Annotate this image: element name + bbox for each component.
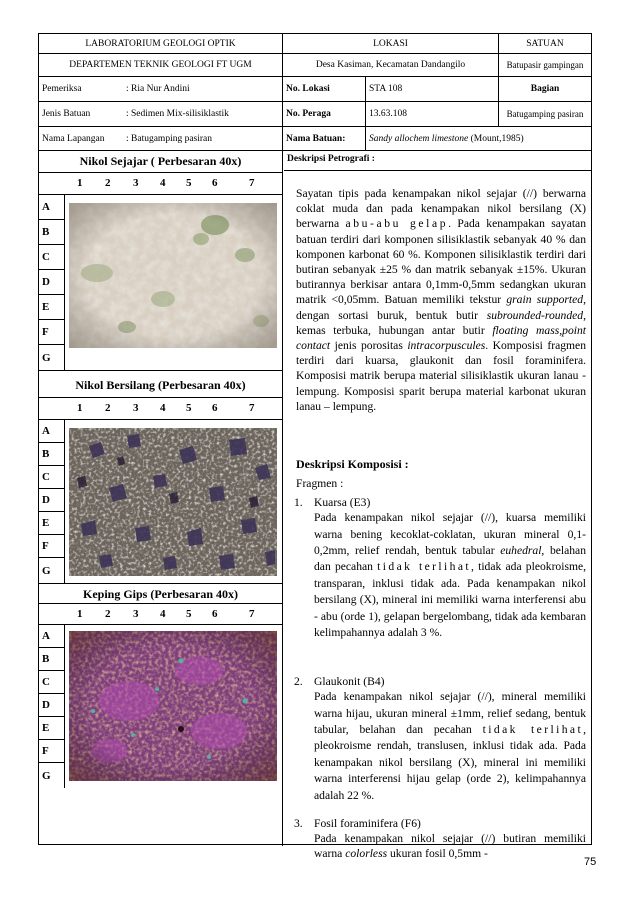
jenis-batuan-field	[39, 102, 283, 126]
header-row-1	[39, 34, 591, 54]
lokasi-value: Desa Kasiman, Kecamatan Dandangilo	[283, 54, 499, 76]
grid-col-1: 1	[77, 608, 83, 620]
nama-batuan-italic: Sandy allochem limestone	[369, 133, 469, 144]
grid-col-4: 4	[160, 608, 166, 620]
no-lokasi-label: No. Lokasi	[283, 77, 366, 101]
no-peraga-label: No. Peraga	[283, 102, 366, 126]
composition-item-kuarsa	[294, 495, 586, 641]
grid-row-d: D	[39, 270, 65, 295]
grid-row-a: A	[39, 195, 65, 220]
item-text: Pada kenampakan nikol sejajar (//) butiran memiliki warna colorless ukuran fosil 0,5mm -	[314, 832, 586, 861]
grid-row-c: C	[39, 671, 65, 694]
grid-row-b: B	[39, 443, 65, 466]
nama-lapangan-label: Nama Lapangan	[42, 133, 105, 144]
grid-row-c: C	[39, 245, 65, 270]
nama-batuan-value	[366, 127, 591, 150]
pemeriksa-field	[39, 77, 283, 101]
nama-lapangan-value: : Batugamping pasiran	[126, 133, 213, 144]
grid-row-c: C	[39, 466, 65, 489]
petrography-heading: Deskripsi Petrografi :	[284, 151, 592, 171]
grid-column-header	[39, 604, 282, 625]
grid-row-e: E	[39, 512, 65, 535]
header-row-5	[39, 127, 591, 151]
nama-lapangan-field	[39, 127, 283, 150]
bagian-label: Bagian	[530, 84, 560, 94]
item-title: Fosil foraminifera (F6)	[314, 817, 421, 830]
composition-heading: Deskripsi Komposisi :	[296, 457, 409, 471]
no-lokasi-value: STA 108	[366, 77, 499, 101]
page-number: 75	[584, 856, 597, 868]
pemeriksa-value: : Ria Nur Andini	[126, 84, 190, 94]
grid-col-2: 2	[105, 608, 111, 620]
panel-title-nikol-sejajar: Nikol Sejajar ( Perbesaran 40x)	[39, 151, 282, 173]
grid-row-a: A	[39, 420, 65, 443]
grid-col-7: 7	[249, 608, 255, 620]
grid-row-f: F	[39, 535, 65, 558]
header-row-4	[39, 102, 591, 127]
satuan-value: Batupasir gampingan	[506, 60, 584, 70]
grid-col-4: 4	[160, 177, 166, 189]
grid-col-3: 3	[133, 177, 139, 189]
grid-col-5: 5	[186, 608, 192, 620]
grid-row-g: G	[42, 769, 51, 782]
nama-batuan-label: Nama Batuan:	[283, 127, 366, 150]
grid-row-labels	[39, 420, 65, 583]
photomicrograph-gypsum-plate	[69, 631, 277, 781]
jenis-batuan-value: : Sedimen Mix-silisiklastik	[126, 109, 229, 119]
grid-col-4: 4	[160, 402, 166, 414]
photomicrograph-parallel-nicols	[69, 203, 277, 348]
grid-col-5: 5	[186, 402, 192, 414]
item-title: Glaukonit (B4)	[314, 675, 385, 688]
grid-col-6: 6	[212, 177, 218, 189]
fragmen-label: Fragmen :	[296, 477, 344, 490]
panel-title-keping-gips: Keping Gips (Perbesaran 40x)	[39, 583, 282, 604]
grid-row-e: E	[39, 295, 65, 320]
grid-col-7: 7	[249, 177, 255, 189]
grid-row-b: B	[39, 220, 65, 245]
grid-col-1: 1	[77, 177, 83, 189]
jenis-batuan-label: Jenis Batuan	[42, 109, 91, 119]
grid-col-6: 6	[212, 608, 218, 620]
description-column	[284, 151, 592, 861]
grid-col-1: 1	[77, 402, 83, 414]
panel-grid-nikol-sejajar	[39, 173, 282, 370]
panel-grid-keping-gips	[39, 604, 282, 788]
grid-row-d: D	[39, 694, 65, 717]
item-text: Pada kenampakan nikol sejajar (//), mineral memiliki warna hijau, ukuran mineral ±1mm, relief sedang, bentuk tabular, belahan dan pecahan tidak terlihat, pleokroisme rendah, translusen, inklusi tidak ada. Pada kenampakan nikol bersilang (X), mineral ini memiliki warna interferensi hijau gelap (orde 2), kelimpahannya adalah 22 %.	[314, 690, 586, 802]
nama-batuan-ref: (Mount,1985)	[470, 133, 524, 144]
grid-col-7: 7	[249, 402, 255, 414]
grid-row-a: A	[39, 625, 65, 648]
bagian-value: Batugamping pasiran	[506, 109, 584, 119]
item-number: 3.	[294, 817, 303, 830]
grid-col-2: 2	[105, 177, 111, 189]
grid-col-6: 6	[212, 402, 218, 414]
grid-column-header	[39, 173, 282, 195]
grid-row-e: E	[39, 717, 65, 740]
panel-title-nikol-bersilang: Nikol Bersilang (Perbesaran 40x)	[39, 370, 282, 398]
header-row-2	[39, 54, 591, 77]
petrography-description: Sayatan tipis pada kenampakan nikol sejajar (//) berwarna coklat muda dan pada kenampakan nikol bersilang (X) berwarna abu-abu gelap. Pada kenampakan sayatan batuan terdiri dari komponen silisiklastik sebanyak 40 % dan komponen karbonat 60 %. Komponen silisiklastik terdiri dari butiran sebanyak ±25 % dan matrik sebanyak ±15%. Ukuran butirannya berkisar antara 0,1mm-0,5mm sedangkan ukuran matrik <0,05mm. Batuan memiliki tekstur grain supported, dengan sortasi buruk, bentuk butir subrounded-rounded, kemas terbuka, hubungan antar butir floating mass,point contact jenis porositas intracorpuscules. Komposisi fragmen terdiri dari kuarsa, glaukonit dan fosil foraminifera. Komposisi matrik berupa material silisiklastik ukuran lanau - lempung. Komposisi sparit berupa material karbonat ukuran lanau – lempung.	[296, 187, 587, 413]
photomicrograph-column	[39, 151, 283, 846]
item-title: Kuarsa (E3)	[314, 496, 371, 509]
composition-item-fosil	[294, 816, 586, 862]
no-peraga-value: 13.63.108	[366, 102, 499, 126]
grid-row-d: D	[39, 489, 65, 512]
grid-row-g: G	[42, 564, 51, 577]
grid-row-g: G	[42, 351, 51, 364]
composition-item-glaukonit	[294, 674, 586, 804]
grid-column-header	[39, 398, 282, 420]
satuan-column-header: SATUAN	[526, 38, 564, 49]
photomicrograph-crossed-nicols	[69, 428, 277, 576]
grid-col-3: 3	[133, 402, 139, 414]
grid-col-2: 2	[105, 402, 111, 414]
panel-grid-nikol-bersilang	[39, 398, 282, 583]
lab-title: LABORATORIUM GEOLOGI OPTIK	[39, 34, 283, 53]
pemeriksa-label: Pemeriksa	[42, 84, 82, 94]
grid-row-b: B	[39, 648, 65, 671]
item-text: Pada kenampakan nikol sejajar (//), kuarsa memiliki warna bening kecoklat-coklatan, ukuran mineral 0,1-0,2mm, relief rendah, bentuk tabular euhedral, belahan dan pecahan tidak terlihat, tidak ada pleokroisme, transparan, inklusi tidak ada. Pada kenampakan nikol bersilang (X), mineral ini memiliki warna interferensi abu - abu (orde 1), gelapan bergelombang, tidak ada kembaran kelimpahannya adalah 3 %.	[314, 511, 587, 640]
grid-col-5: 5	[186, 177, 192, 189]
grid-col-3: 3	[133, 608, 139, 620]
grid-row-labels	[39, 625, 65, 788]
grid-row-f: F	[39, 320, 65, 345]
petrography-sheet	[38, 33, 592, 861]
item-number: 2.	[294, 675, 303, 688]
header-row-3	[39, 77, 591, 102]
lokasi-column-header: LOKASI	[283, 34, 499, 53]
dept-title: DEPARTEMEN TEKNIK GEOLOGI FT UGM	[39, 54, 283, 76]
grid-row-f: F	[39, 740, 65, 763]
grid-row-labels	[39, 195, 65, 370]
item-number: 1.	[294, 496, 303, 509]
